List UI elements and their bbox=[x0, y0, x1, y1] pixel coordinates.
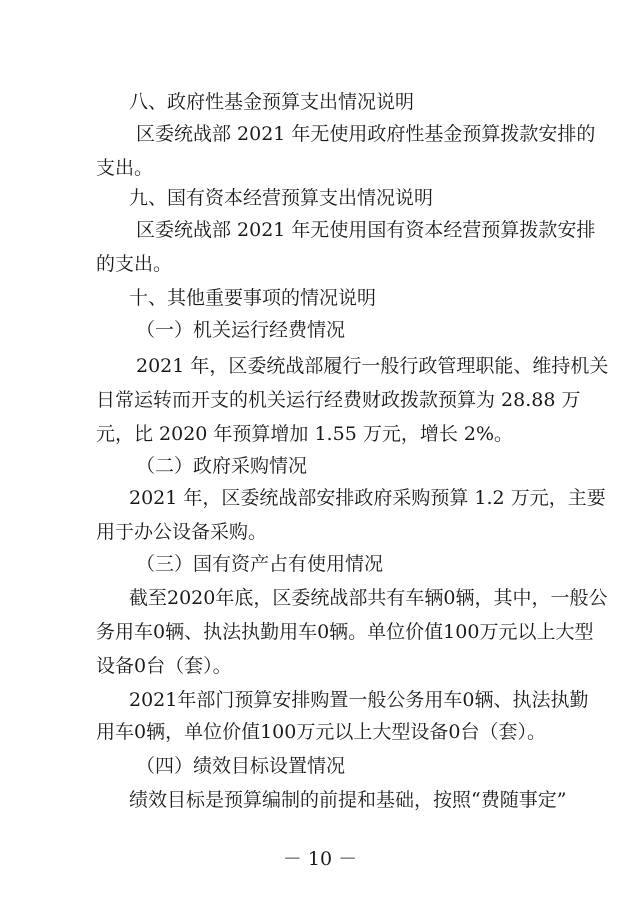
subsection-heading-1: （一）机关运行经费情况 bbox=[136, 319, 346, 341]
subsection-heading-4: （四）绩效目标设置情况 bbox=[136, 755, 346, 777]
paragraph-line: 元，比 2020 年预算增加 1.55 万元，增长 2%。 bbox=[96, 423, 513, 445]
subsection-heading-2: （二）政府采购情况 bbox=[136, 455, 308, 477]
paragraph-line: 日常运转而开支的机关运行经费财政拨款预算为 28.88 万 bbox=[96, 389, 581, 411]
section-heading-10: 十、其他重要事项的情况说明 bbox=[129, 287, 377, 309]
paragraph-line: 截至2020年底，区委统战部共有车辆0辆，其中，一般公 bbox=[129, 587, 608, 609]
paragraph-line: 绩效目标是预算编制的前提和基础，按照“费随事定” bbox=[129, 789, 567, 811]
paragraph-line: 的支出。 bbox=[96, 253, 173, 275]
paragraph-line: 务用车0辆、执法执勤用车0辆。单位价值100万元以上大型 bbox=[96, 621, 594, 643]
paragraph-line: 2021 年，区委统战部履行一般行政管理职能、维持机关 bbox=[136, 355, 609, 377]
paragraph-line: 用于办公设备采购。 bbox=[96, 521, 268, 543]
paragraph-line: 支出。 bbox=[96, 157, 154, 179]
paragraph-line: 2021 年，区委统战部安排政府采购预算 1.2 万元，主要 bbox=[129, 487, 606, 509]
paragraph-line: 设备0台（套）。 bbox=[96, 655, 232, 677]
paragraph-line: 用车0辆，单位价值100万元以上大型设备0台（套）。 bbox=[96, 721, 546, 743]
paragraph-line: 区委统战部 2021 年无使用政府性基金预算拨款安排的 bbox=[136, 123, 596, 145]
section-heading-9: 九、国有资本经营预算支出情况说明 bbox=[129, 187, 434, 209]
paragraph-line: 2021年部门预算安排购置一般公务用车0辆、执法执勤 bbox=[129, 689, 589, 711]
section-heading-8: 八、政府性基金预算支出情况说明 bbox=[129, 91, 415, 113]
paragraph-line: 区委统战部 2021 年无使用国有资本经营预算拨款安排 bbox=[136, 219, 596, 241]
page-number: － 10 － bbox=[282, 848, 358, 870]
subsection-heading-3: （三）国有资产占有使用情况 bbox=[136, 553, 384, 575]
